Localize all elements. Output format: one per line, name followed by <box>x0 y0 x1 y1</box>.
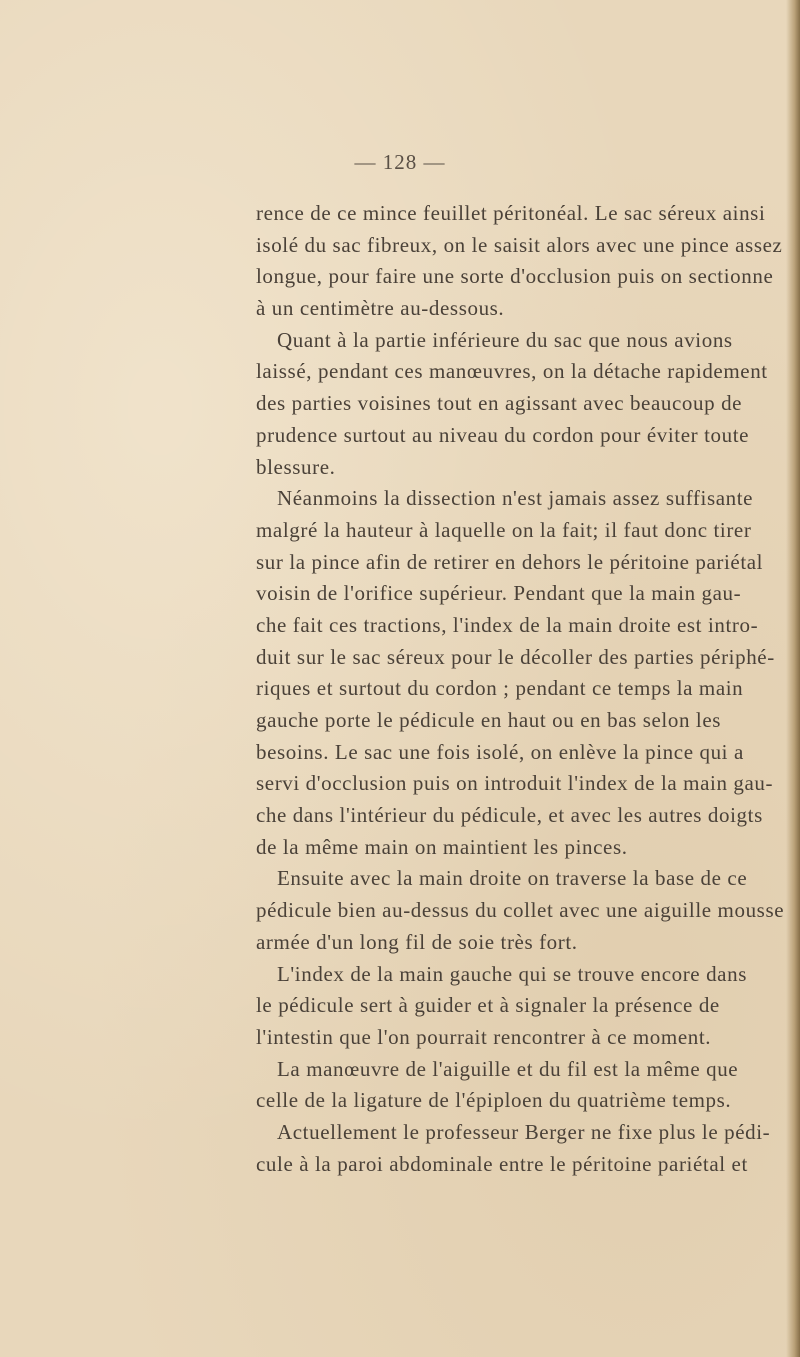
text-line: duit sur le sac séreux pour le décoller des parties périphé- <box>256 644 775 669</box>
text-line: che dans l'intérieur du pédicule, et avec les autres doigts <box>256 803 763 828</box>
text-line: l'intestin que l'on pourrait rencontrer à ce moment. <box>256 1024 712 1049</box>
text-line: pédicule bien au-dessus du collet avec une aiguille mousse <box>256 898 785 923</box>
text-line: Actuellement le professeur Berger ne fixe plus le pédi- <box>277 1119 771 1144</box>
text-line: à un centimètre au-dessous. <box>256 296 505 321</box>
text-line: Quant à la partie inférieure du sac que nous avions <box>277 327 733 352</box>
text-line: isolé du sac fibreux, on le saisit alors avec une pince assez <box>256 232 783 257</box>
text-line: La manœuvre de l'aiguille et du fil est la même que <box>277 1056 739 1081</box>
text-line: Néanmoins la dissection n'est jamais assez suffisante <box>277 486 754 511</box>
page-number: — 128 — <box>354 150 446 174</box>
text-line: malgré la hauteur à laquelle on la fait; il faut donc tirer <box>256 517 752 542</box>
text-line: Ensuite avec la main droite on traverse la base de ce <box>277 866 748 891</box>
text-line: besoins. Le sac une fois isolé, on enlève la pince qui a <box>256 739 744 764</box>
text-line: longue, pour faire une sorte d'occlusion puis on sectionne <box>256 264 774 289</box>
text-line: sur la pince afin de retirer en dehors le péritoine pariétal <box>256 549 764 574</box>
text-line: servi d'occlusion puis on introduit l'index de la main gau- <box>256 771 774 796</box>
text-line: armée d'un long fil de soie très fort. <box>256 929 578 954</box>
text-line: gauche porte le pédicule en haut ou en bas selon les <box>256 708 722 732</box>
text-line: rence de ce mince feuillet péritonéal. Le sac séreux ainsi <box>256 201 766 225</box>
text-line: L'index de la main gauche qui se trouve encore dans <box>277 961 747 986</box>
text-line: cule à la paroi abdominale entre le péritoine pariétal et <box>256 1151 748 1176</box>
text-line: des parties voisines tout en agissant avec beaucoup de <box>256 391 743 416</box>
text-line: che fait ces tractions, l'index de la main droite est intro- <box>256 612 759 637</box>
text-line: prudence surtout au niveau du cordon pour éviter toute <box>256 422 750 447</box>
text-line: riques et surtout du cordon ; pendant ce temps la main <box>256 676 744 701</box>
text-line: voisin de l'orifice supérieur. Pendant que la main gau- <box>256 581 742 606</box>
text-line: blessure. <box>256 454 336 479</box>
text-line: celle de la ligature de l'épiploen du quatrième temps. <box>256 1088 732 1113</box>
body-text <box>256 198 785 1180</box>
text-line: le pédicule sert à guider et à signaler la présence de <box>256 993 720 1018</box>
text-line: de la même main on maintient les pinces. <box>256 834 628 859</box>
text-line: laissé, pendant ces manœuvres, on la détache rapidement <box>256 359 768 384</box>
